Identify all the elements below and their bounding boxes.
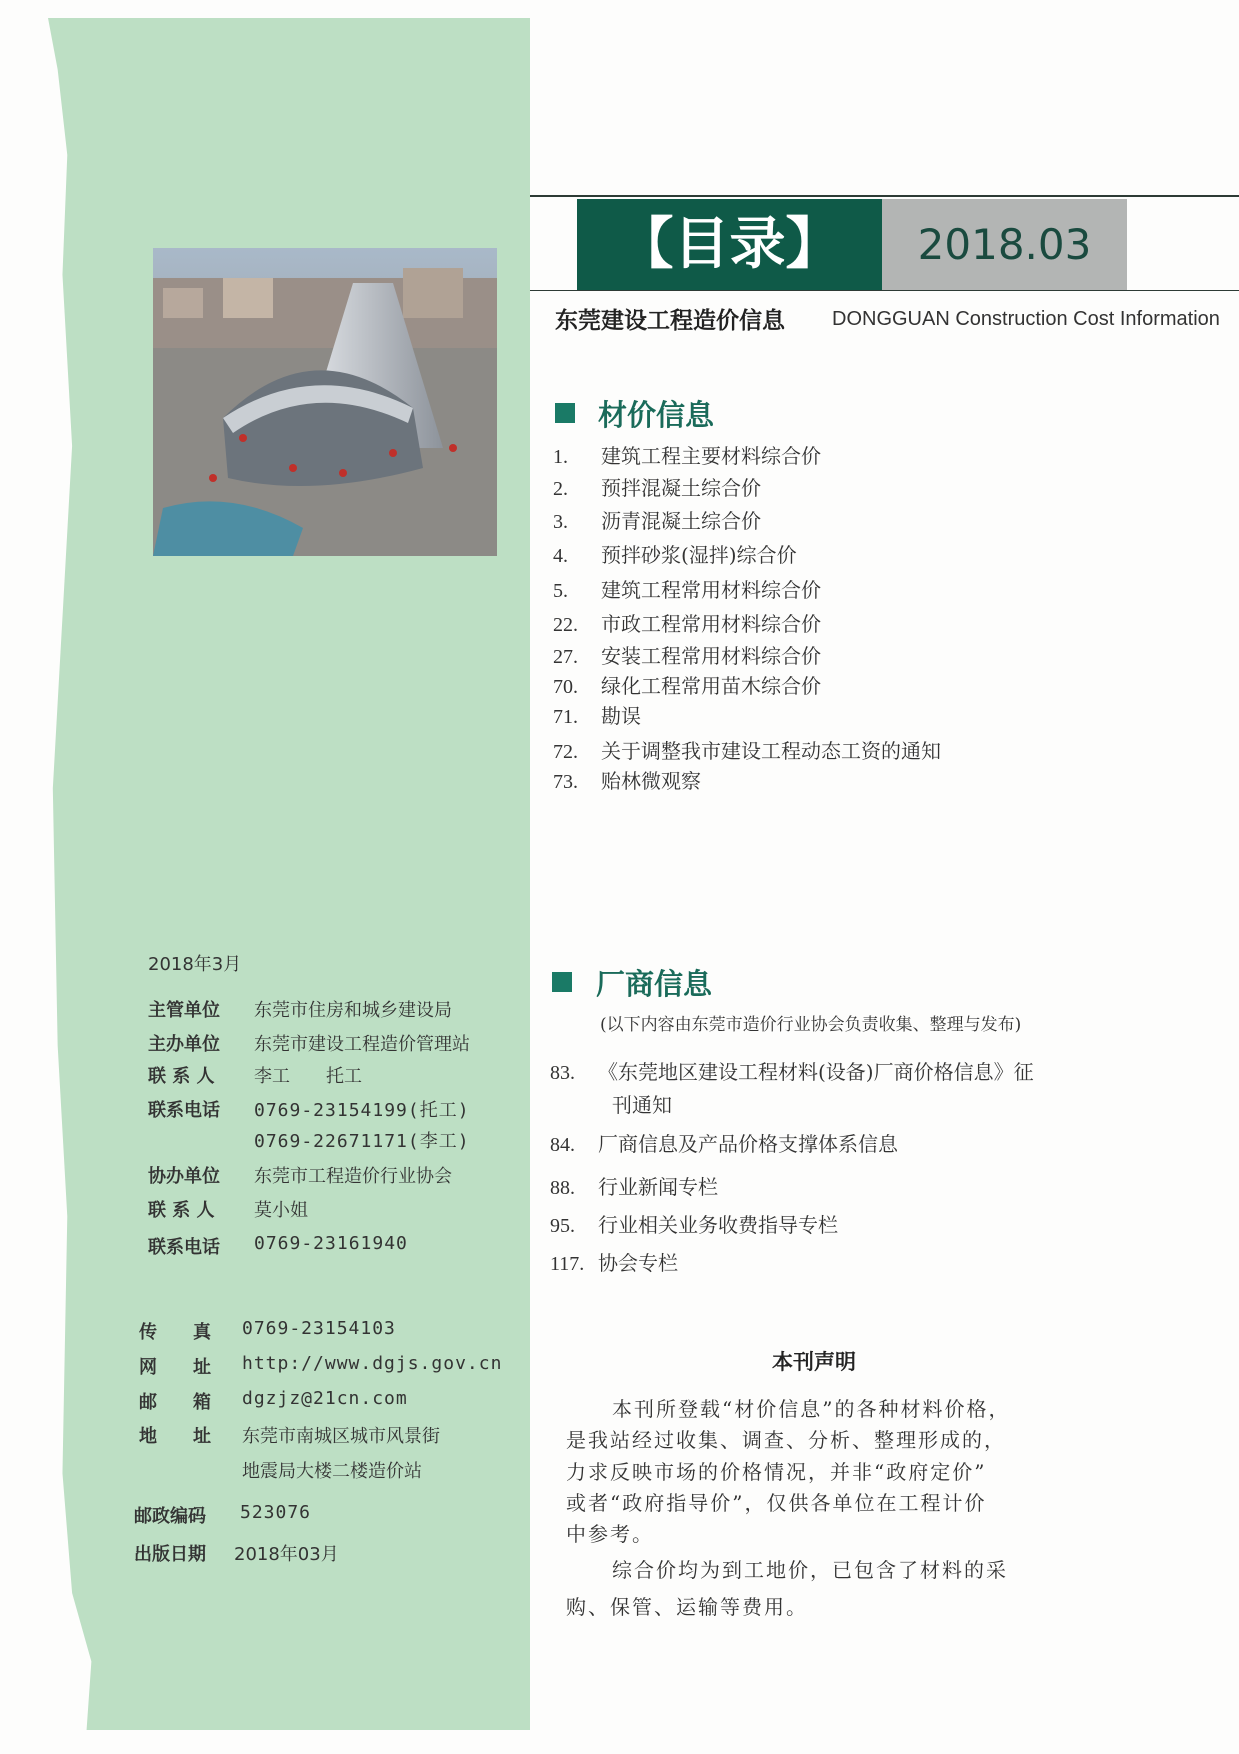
masthead-value: 0769-23154199(托工): [254, 1100, 470, 1121]
pubdate-value: 2018年03月: [234, 1544, 339, 1565]
toc-label: 预拌砂浆(湿拌)综合价: [601, 543, 797, 567]
toc-item[interactable]: [553, 765, 701, 794]
publication-name-en: DONGGUAN Construction Cost Information: [832, 308, 1220, 330]
toc-page: 73.: [553, 771, 578, 793]
postcode-value: 523076: [240, 1502, 312, 1523]
toc-page: 1.: [553, 446, 568, 468]
toc-page: 3.: [553, 511, 568, 533]
toc-page: 83.: [550, 1062, 575, 1084]
masthead-value: 李工 托工: [254, 1066, 362, 1087]
toc-item[interactable]: [553, 735, 941, 764]
section-marker-icon: [552, 972, 572, 992]
toc-label: 沥青混凝土综合价: [601, 509, 761, 533]
publication-name-cn: 东莞建设工程造价信息: [555, 308, 785, 334]
toc-page: 27.: [553, 646, 578, 668]
toc-page: 70.: [553, 676, 578, 698]
toc-label: 厂商信息及产品价格支撑体系信息: [598, 1132, 898, 1156]
toc-item[interactable]: [553, 440, 821, 469]
contact-value: http://www.dgjs.gov.cn: [242, 1353, 503, 1374]
masthead-value: 0769-23161940: [254, 1233, 408, 1254]
toc-item[interactable]: [553, 472, 761, 501]
toc-item[interactable]: [553, 608, 821, 637]
statement-line: 力求反映市场的价格情况，并非“政府定价”: [566, 1460, 987, 1484]
toc-label: 预拌混凝土综合价: [601, 476, 761, 500]
postcode-label: 邮政编码: [134, 1506, 206, 1527]
section-title-vendors: 厂商信息: [596, 967, 713, 1001]
toc-page: 22.: [553, 614, 578, 636]
section-marker-icon: [555, 403, 575, 423]
toc-item[interactable]: [553, 539, 797, 568]
toc-label: 行业相关业务收费指导专栏: [598, 1213, 838, 1237]
toc-label: 绿化工程常用苗木综合价: [601, 674, 821, 698]
pubdate-label: 出版日期: [134, 1544, 206, 1565]
statement-line: 购、保管、运输等费用。: [566, 1595, 808, 1619]
masthead-value: 东莞市建设工程造价管理站: [254, 1034, 470, 1055]
toc-page: 4.: [553, 545, 568, 567]
toc-label: 勘误: [601, 704, 641, 728]
statement-line: 中参考。: [566, 1522, 654, 1546]
statement-line: 综合价均为到工地价，已包含了材料的采: [612, 1558, 1008, 1582]
masthead-label: 主管单位: [148, 1000, 220, 1021]
toc-label: 安装工程常用材料综合价: [601, 644, 821, 668]
toc-title: 【目录】: [577, 199, 882, 290]
masthead-label: 联 系 人: [148, 1066, 215, 1087]
toc-page: 2.: [553, 478, 568, 500]
toc-page: 117.: [550, 1253, 585, 1275]
toc-label: 建筑工程常用材料综合价: [601, 578, 821, 602]
toc-page: 72.: [553, 741, 578, 763]
toc-label: 贻林微观察: [601, 769, 701, 793]
toc-label: 关于调整我市建设工程动态工资的通知: [601, 739, 941, 763]
toc-item[interactable]: [550, 1171, 718, 1200]
toc-item[interactable]: [550, 1056, 1034, 1085]
statement-line: 本刊所登载“材价信息”的各种材料价格，: [612, 1397, 1011, 1421]
statement-line: 是我站经过收集、调查、分析、整理形成的，: [566, 1428, 1006, 1452]
toc-label: 协会专栏: [598, 1251, 678, 1275]
contact-value: 地震局大楼二楼造价站: [242, 1461, 422, 1482]
masthead-label: 协办单位: [148, 1166, 220, 1187]
toc-item[interactable]: [553, 574, 821, 603]
contact-value: 0769-23154103: [242, 1318, 396, 1339]
contact-label: 网 址: [139, 1357, 211, 1378]
statement-line: 或者“政府指导价”，仅供各单位在工程计价: [566, 1491, 987, 1515]
masthead-label: 联系电话: [148, 1237, 220, 1258]
toc-item[interactable]: [550, 1128, 898, 1157]
toc-label: 《东莞地区建设工程材料(设备)厂商价格信息》征: [598, 1060, 1034, 1084]
toc-page: 95.: [550, 1215, 575, 1237]
header-bottom-rule: [530, 290, 1239, 291]
toc-item[interactable]: [553, 505, 761, 534]
toc-label: 建筑工程主要材料综合价: [601, 444, 821, 468]
contact-label: 传 真: [139, 1322, 211, 1343]
cover-photo: [153, 248, 497, 556]
toc-label-continued: 刊通知: [612, 1093, 672, 1117]
toc-label: 行业新闻专栏: [598, 1175, 718, 1199]
toc-item[interactable]: [553, 640, 821, 669]
statement-title: 本刊声明: [772, 1350, 856, 1374]
toc-page: 88.: [550, 1177, 575, 1199]
masthead-label: 联系电话: [148, 1100, 220, 1121]
toc-item[interactable]: [553, 670, 821, 699]
toc-item[interactable]: [550, 1209, 838, 1238]
contact-label: 邮 箱: [139, 1392, 211, 1413]
section-title-materials: 材价信息: [598, 398, 715, 432]
contact-value: dgzjz@21cn.com: [242, 1388, 408, 1409]
masthead-value: 东莞市住房和城乡建设局: [254, 1000, 452, 1021]
toc-page: 5.: [553, 580, 568, 602]
masthead-value: 莫小姐: [254, 1200, 308, 1221]
issue-number: 2018.03: [882, 199, 1127, 290]
toc-label: 市政工程常用材料综合价: [601, 612, 821, 636]
header-top-rule: [530, 195, 1239, 197]
contact-value: 东莞市南城区城市风景街: [242, 1426, 440, 1447]
masthead-label: 主办单位: [148, 1034, 220, 1055]
toc-page: 84.: [550, 1134, 575, 1156]
masthead-label: 联 系 人: [148, 1200, 215, 1221]
vendor-note: (以下内容由东莞市造价行业协会负责收集、整理与发布): [600, 1015, 1022, 1035]
masthead-date: 2018年3月: [148, 954, 242, 975]
toc-page: 71.: [553, 706, 578, 728]
toc-item[interactable]: [553, 700, 641, 729]
masthead-value: 东莞市工程造价行业协会: [254, 1166, 452, 1187]
contact-label: 地 址: [139, 1426, 211, 1447]
toc-item[interactable]: [550, 1247, 678, 1276]
masthead-value: 0769-22671171(李工): [254, 1131, 470, 1152]
